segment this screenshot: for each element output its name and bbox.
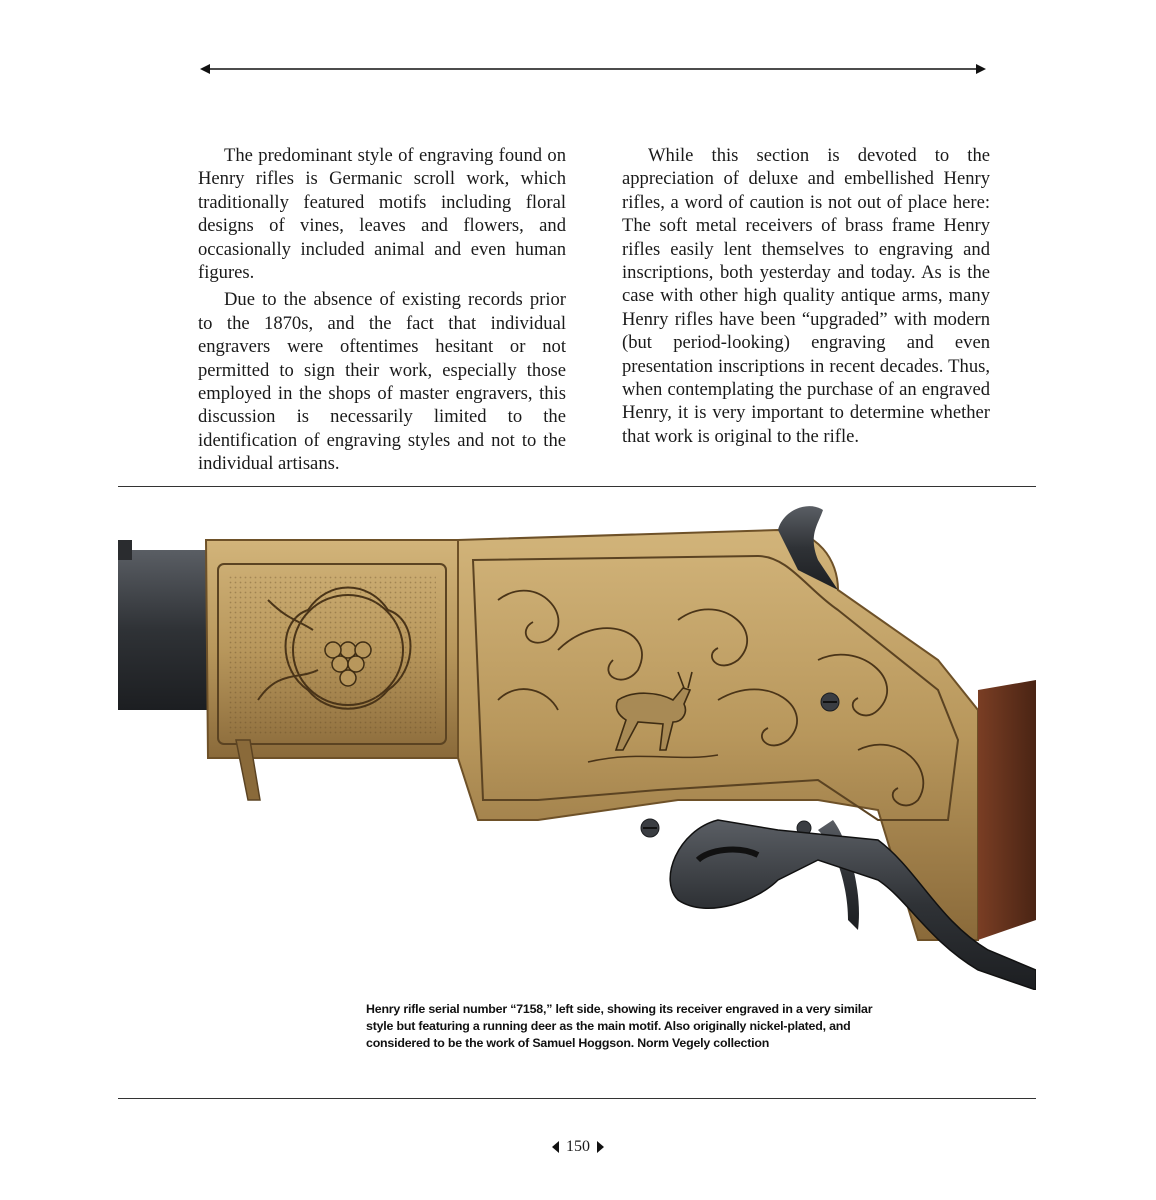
paragraph: The predominant style of engraving found on Henry rifles is Germanic scroll work, which traditionally featured motifs including floral designs of vines, leaves and flowers, and occasionally included animal and even human figures. — [198, 145, 566, 284]
triangle-right-icon — [597, 1141, 604, 1153]
right-column — [622, 144, 990, 480]
figure-caption: Henry rifle serial number “7158,” left side, showing its receiver engraved in a very similar style but featuring a running deer as the main motif. Also originally nickel-plated, and considered to be the work of Samuel Hoggson. Norm Vegely collection — [366, 1002, 873, 1050]
left-column — [198, 144, 566, 480]
triangle-left-icon — [552, 1141, 559, 1153]
rifle-receiver-photo — [118, 500, 1036, 990]
section-divider — [118, 486, 1036, 487]
footer-divider — [118, 1098, 1036, 1099]
text-columns — [198, 144, 990, 480]
page-number: 150 — [566, 1138, 590, 1155]
paragraph: Due to the absence of existing records prior to the 1870s, and the fact that individual engravers were oftentimes hesitant or not permitted to sign their work, especially those employed in the shops of master engravers, this discussion is necessarily limited to the identification of engraving styles and not to the individual artisans. — [198, 289, 566, 475]
decorative-double-arrow-rule — [200, 62, 986, 76]
page-number-block — [0, 1138, 1156, 1156]
paragraph: While this section is devoted to the appreciation of deluxe and embellished Henry rifles, a word of caution is not out of place here: The soft metal receivers of brass frame Henry rifles easily lent themselves to engraving and inscriptions, both yesterday and today. As is the case with other high quality antique arms, many Henry rifles have been “upgraded” with modern (but period-looking) engraving and even presentation inscriptions in recent decades. Thus, when contemplating the purchase of an engraved Henry, it is very important to determine whether that work is original to the rifle. — [622, 145, 990, 447]
